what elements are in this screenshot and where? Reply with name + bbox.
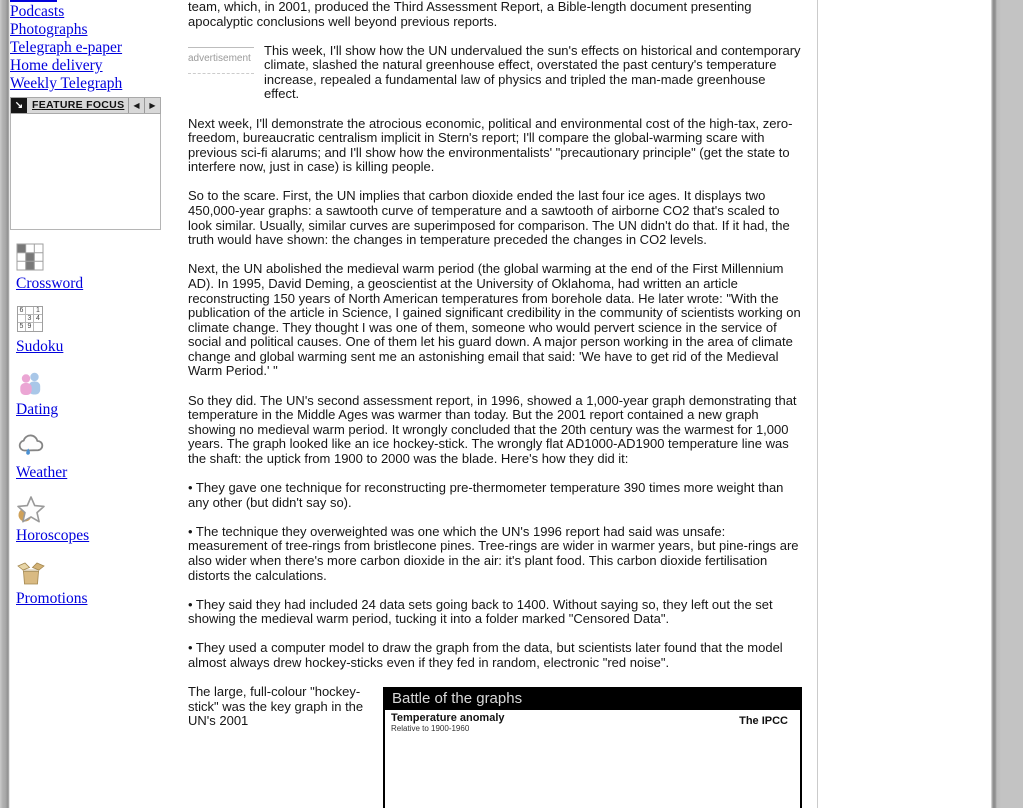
feature-focus-title[interactable]: FEATURE FOCUS bbox=[32, 99, 125, 111]
sidebar-link-dating[interactable]: Dating bbox=[16, 401, 59, 418]
sudoku-cell bbox=[34, 323, 42, 331]
horoscopes-icon[interactable] bbox=[16, 495, 46, 525]
advertisement-block bbox=[188, 47, 254, 87]
crossword-icon[interactable] bbox=[16, 243, 46, 273]
article-bullet-1: • They gave one technique for reconstructing pre-thermometer temperature 390 times more weight than any other (but didn't say so). bbox=[188, 480, 784, 510]
sudoku-cell bbox=[26, 307, 34, 315]
sudoku-cell: 5 bbox=[18, 323, 26, 331]
sudoku-cell bbox=[18, 315, 26, 323]
service-sudoku bbox=[16, 306, 182, 356]
service-promotions bbox=[16, 558, 182, 608]
article-paragraph-7: The large, full-colour "hockey-stick" was the key graph in the UN's 2001 bbox=[188, 683, 364, 729]
article-paragraph-2: This week, I'll show how the UN undervalued the sun's effects on historical and contemporary climate, slashed the natural greenhouse effect, overstated the past century's temperature increase, repealed a fundamental law of physics and tripled the man-made greenhouse effect. bbox=[264, 42, 801, 102]
sidebar-link-weather[interactable]: Weather bbox=[16, 464, 68, 481]
window-right-edge bbox=[991, 0, 1023, 808]
figure-body bbox=[385, 710, 800, 733]
sidebar-link-sudoku[interactable]: Sudoku bbox=[16, 338, 64, 355]
advertisement-label: advertisement bbox=[188, 47, 254, 75]
dating-icon[interactable] bbox=[16, 369, 46, 399]
sudoku-cell: 6 bbox=[18, 307, 26, 315]
cropped-link-underline[interactable] bbox=[10, 0, 57, 2]
sidebar bbox=[10, 0, 182, 608]
sudoku-icon[interactable] bbox=[16, 306, 46, 336]
weather-icon[interactable] bbox=[16, 432, 46, 462]
sudoku-cell: 9 bbox=[26, 323, 34, 331]
sidebar-link-home-delivery[interactable]: Home delivery bbox=[10, 57, 103, 74]
figure-title: Battle of the graphs bbox=[385, 689, 800, 710]
service-dating bbox=[16, 369, 182, 419]
sidebar-link-crossword[interactable]: Crossword bbox=[16, 275, 84, 292]
sudoku-cell: 1 bbox=[34, 307, 42, 315]
sidebar-link-weekly-telegraph[interactable]: Weekly Telegraph bbox=[10, 75, 123, 92]
sidebar-link-podcasts[interactable]: Podcasts bbox=[10, 3, 65, 20]
article-body bbox=[188, 0, 804, 743]
column-divider bbox=[817, 0, 818, 808]
article-paragraph-3: Next week, I'll demonstrate the atrocious economic, political and environmental cost of the high-tax, zero-freedom, bureaucratic centralism implicit in Stern's report; I'll compare the global-warming scare with previous sci-fi alarums; and I'll show how the environmentalists' "precautionary principle" (get the state to interfere now, just in case) is killing people. bbox=[188, 115, 793, 175]
paragraph-with-ad bbox=[188, 44, 804, 102]
article-paragraph-1: team, which, in 2001, produced the Third Assessment Report, a Bible-length document presenting apocalyptic conclusions well beyond previous reports. bbox=[188, 0, 752, 29]
prev-arrow-icon[interactable]: ◀ bbox=[128, 98, 144, 113]
article-bullet-2: • The technique they overweighted was one which the UN's 1996 report had said was unsafe: measurement of tree-rings from bristlecone pines. Tree-rings are wider in warmer years, but pine-rings are also wider when there's more carbon dioxide in the air: it's plant food. This carbon dioxide fertilisation distorts the calculations. bbox=[188, 523, 799, 583]
service-crossword bbox=[16, 243, 182, 293]
feature-focus-panel bbox=[10, 114, 161, 230]
window-left-edge bbox=[0, 0, 10, 808]
sudoku-cell: 3 bbox=[26, 315, 34, 323]
article-bullet-3: • They said they had included 24 data sets going back to 1400. Without saying so, they left out the set showing the medieval warm period, tucking it into a folder marked "Censored Data". bbox=[188, 596, 773, 627]
figure-y-label: Temperature anomaly bbox=[391, 711, 505, 724]
feature-focus-header bbox=[10, 97, 161, 114]
sidebar-nav bbox=[10, 0, 182, 93]
article-paragraph-5: Next, the UN abolished the medieval warm period (the global warming at the end of the First Millennium AD). In 1995, David Deming, a geoscientist at the University of Oklahoma, had written an article reconstructing 150 years of North American temperatures from borehole data. He later wrote: "With the publication of the article in Science, I gained significant credibility in the community of scientists working on climate change. They thought I was one of them, someone who would pervert science in the service of social and political causes. One of them let his guard down. A major person working in the area of climate change and global warming sent me an astonishing email that said: 'We have to get rid of the Medieval Warm Period.' " bbox=[188, 261, 801, 379]
feature-focus-widget bbox=[10, 97, 161, 230]
sudoku-cell: 4 bbox=[34, 315, 42, 323]
service-weather bbox=[16, 432, 182, 482]
battle-of-graphs-figure bbox=[383, 687, 802, 808]
article-paragraph-4: So to the scare. First, the UN implies that carbon dioxide ended the last four ice ages. It displays two 450,000-year graphs: a sawtooth curve of temperature and a sawtooth of airborne CO2 that's scaled to look similar. Usually, similar curves are superimposed for comparison. The UN didn't do that. If it had, the truth would have shown: the changes in temperature preceded the changes in CO2 levels. bbox=[188, 188, 790, 248]
final-section bbox=[188, 683, 804, 733]
next-arrow-icon[interactable]: ▶ bbox=[144, 98, 160, 113]
figure-y-sublabel: Relative to 1900-1960 bbox=[391, 723, 470, 733]
sidebar-link-photographs[interactable]: Photographs bbox=[10, 21, 88, 38]
sidebar-link-telegraph-e-paper[interactable]: Telegraph e-paper bbox=[10, 39, 123, 56]
article-paragraph-6: So they did. The UN's second assessment report, in 1996, showed a 1,000-year graph demonstrating that temperature in the Middle Ages was warmer than today. But the 2001 report contained a new graph showing no medieval warm period. It wrongly concluded that the 20th century was the warmest for 1,000 years. The graph looked like an ice hockey-stick. The wrongly flat AD1000-AD1900 temperature line was the shaft: the uptick from 1900 to 2000 was the blade. Here's how they did it: bbox=[188, 392, 797, 466]
promotions-icon[interactable] bbox=[16, 558, 46, 588]
sudoku-grid bbox=[17, 306, 43, 332]
feature-focus-corner-icon[interactable]: ↘ bbox=[11, 98, 27, 113]
service-horoscopes bbox=[16, 495, 182, 545]
figure-annotation-ipcc: The IPCC bbox=[739, 714, 788, 727]
article-bullet-4: • They used a computer model to draw the graph from the data, but scientists later found that the model almost always drew hockey-sticks even if they fed in random, electronic "red noise". bbox=[188, 640, 783, 670]
sidebar-link-horoscopes[interactable]: Horoscopes bbox=[16, 527, 90, 544]
sidebar-link-promotions[interactable]: Promotions bbox=[16, 590, 88, 607]
